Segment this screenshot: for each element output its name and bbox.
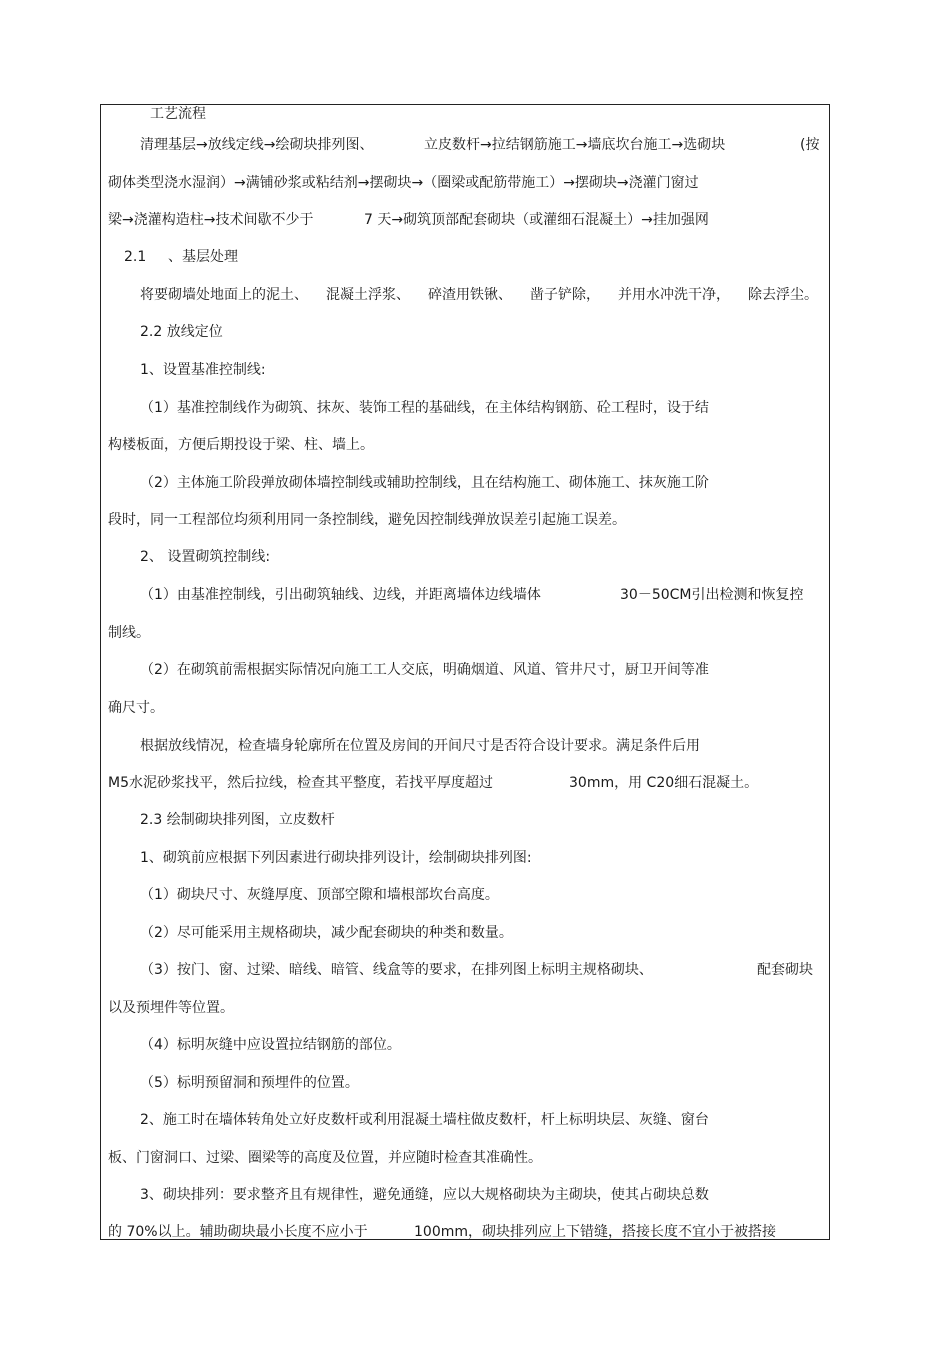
s21-part1: 将要砌墙处地面上的泥土、 [140,287,308,303]
s23-sub1: （1）砌块尺寸、灰缝厚度、顶部空隙和墙根部坎台高度。 [140,887,499,903]
flow-line3-b: 7 天→砌筑顶部配套砌块（或灌细石混凝土）→挂加强网 [364,212,709,228]
s23-item3-a: 3、砌块排列：要求整齐且有规律性，避免通缝，应以大规格砌块为主砌块，使其占砌块总数 [140,1187,709,1203]
s22-heading: 2.2 放线定位 [140,324,223,340]
s21-part4: 凿子铲除， [530,287,600,303]
s23-sub4: （4）标明灰缝中应设置拉结钢筋的部位。 [140,1037,401,1053]
s22-item2-2-a: （2）在砌筑前需根据实际情况向施工工人交底，明确烟道、风道、管井尺寸，厨卫开间等准 [140,662,709,678]
s23-sub2: （2）尽可能采用主规格砌块，减少配套砌块的种类和数量。 [140,925,513,941]
flow-line1-a: 清理基层→放线定线→绘砌块排列图、 [140,137,374,153]
s23-sub3-a1: （3）按门、窗、过梁、暗线、暗管、线盒等的要求，在排列图上标明主规格砌块、 [140,962,653,978]
s23-item2-b: 板、门窗洞口、过梁、圈梁等的高度及位置，并应随时检查其准确性。 [108,1150,542,1166]
s23-heading: 2.3 绘制砌块排列图，立皮数杆 [140,812,335,828]
s22-item2-2-b: 确尺寸。 [108,700,164,716]
s23-item2-a: 2、施工时在墙体转角处立好皮数杆或利用混凝土墙柱做皮数杆，杆上标明块层、灰缝、窗台 [140,1112,709,1128]
s21-number: 2.1 [124,249,147,265]
s22-check-b2: 30mm，用 C20细石混凝土。 [569,775,759,791]
s22-item1: 1、设置基准控制线: [140,362,266,378]
flow-line1-c: (按 [800,137,820,153]
section-title: 工艺流程 [150,106,206,122]
s22-check-a: 根据放线情况，检查墙身轮廓所在位置及房间的开间尺寸是否符合设计要求。满足条件后用 [140,738,700,754]
s22-item2: 2、 设置砌筑控制线: [140,549,271,565]
s22-item1-1-b: 构楼板面，方便后期投设于梁、柱、墙上。 [108,437,374,453]
s22-check-b1: M5水泥砂浆找平，然后拉线，检查其平整度，若找平厚度超过 [108,775,493,791]
flow-line2: 砌体类型浇水湿润）→满铺砂浆或粘结剂→摆砌块→（圈梁或配筋带施工）→摆砌块→浇灌门窗过 [108,175,699,191]
s22-item2-1-a1: （1）由基准控制线，引出砌筑轴线、边线，并距离墙体边线墙体 [140,587,541,603]
s21-part5: 并用水冲洗干净， [618,287,730,303]
s21-part2: 混凝土浮浆、 [326,287,410,303]
s21-part6: 除去浮尘。 [748,287,818,303]
s23-item3-b1: 的 70%以上。辅助砌块最小长度不应小于 [108,1224,368,1240]
s23-sub5: （5）标明预留洞和预埋件的位置。 [140,1075,359,1091]
s22-item1-2-a: （2）主体施工阶段弹放砌体墙控制线或辅助控制线，且在结构施工、砌体施工、抹灰施工阶 [140,475,709,491]
flow-line1-b: 立皮数杆→拉结钢筋施工→墙底坎台施工→选砌块 [424,137,726,153]
s22-item1-1-a: （1）基准控制线作为砌筑、抹灰、装饰工程的基础线，在主体结构钢筋、砼工程时，设于结 [140,400,709,416]
s23-sub3-b: 以及预埋件等位置。 [108,1000,234,1016]
s23-sub3-a2: 配套砌块 [757,962,813,978]
s21-paragraph [140,286,818,304]
s21-title: 、基层处理 [168,249,238,265]
flow-line3-a: 梁→浇灌构造柱→技术间歇不少于 [108,212,314,228]
s22-item2-1-b: 制线。 [108,625,150,641]
s22-item1-2-b: 段时，同一工程部位均须利用同一条控制线，避免因控制线弹放误差引起施工误差。 [108,512,626,528]
s21-part3: 碎渣用铁锹、 [428,287,512,303]
s23-item1: 1、砌筑前应根据下列因素进行砌块排列设计，绘制砌块排列图: [140,850,532,866]
s22-item2-1-a2: 30－50CM引出检测和恢复控 [620,587,804,603]
s23-item3-b2: 100mm，砌块排列应上下错缝，搭接长度不宜小于被搭接 [414,1224,776,1240]
